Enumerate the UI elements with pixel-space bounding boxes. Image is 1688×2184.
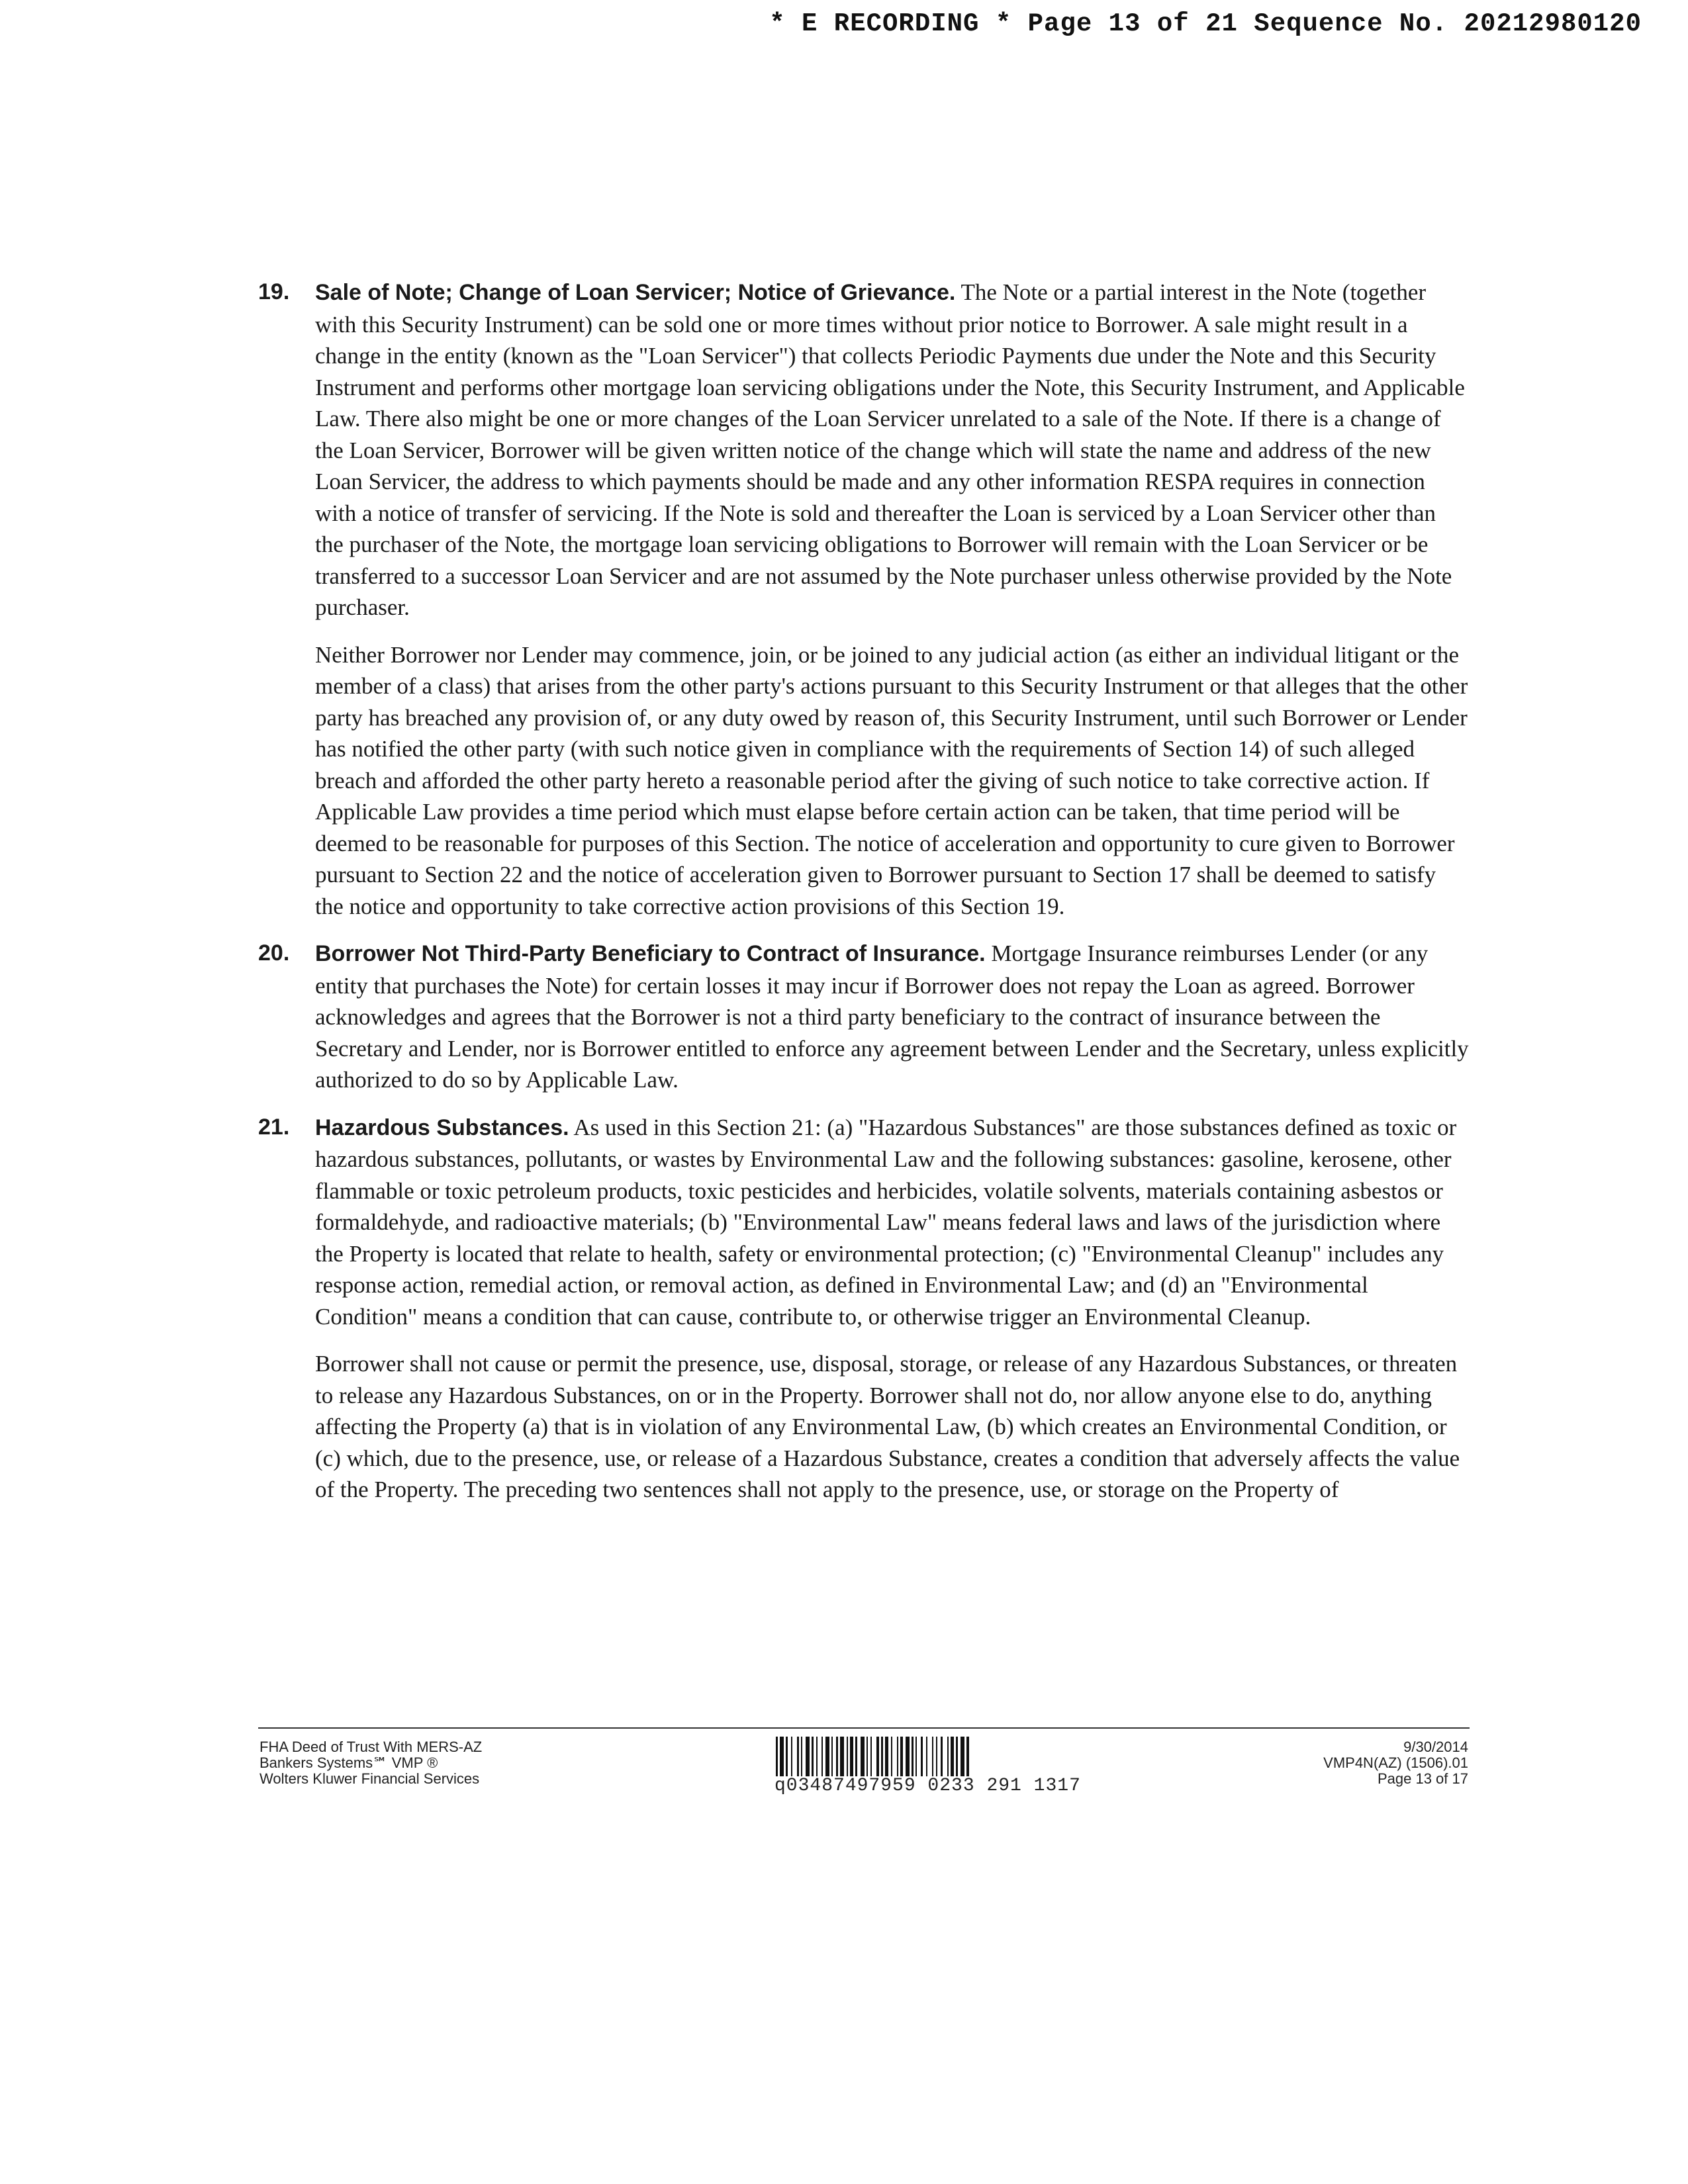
section-paragraph	[315, 277, 1470, 623]
section-heading: Sale of Note; Change of Loan Servicer; Notice of Grievance.	[315, 280, 956, 305]
footer-barcode	[774, 1737, 1231, 1796]
section-heading: Borrower Not Third-Party Beneficiary to Contract of Insurance.	[315, 941, 986, 966]
footer-divider	[258, 1727, 1470, 1729]
footer-form-info	[259, 1739, 482, 1787]
footer-page-number: Page 13 of 17	[1377, 1770, 1468, 1787]
footer-form-meta	[1323, 1739, 1468, 1787]
section-number: 19.	[258, 279, 290, 304]
section-number: 21.	[258, 1114, 290, 1140]
section-text: As used in this Section 21: (a) "Hazardous Substances" are those substances defined as toxic or hazardous substances, pollutants, or wastes by Environmental Law and the following substances: gasoline, kerosene, other flammable or toxic petroleum products, toxic pesticides and herbicides, volatile solvents, materials containing asbestos or formaldehyde, and radioactive materials; (b) "Environmental Law" means federal laws and laws of the jurisdiction where the Property is located that relate to health, safety or environmental protection; (c) "Environmental Cleanup" includes any response action, remedial action, or removal action, as defined in Environmental Law; and (d) an "Environmental Condition" means a condition that can cause, contribute to, or otherwise trigger an Environmental Cleanup.	[315, 1114, 1457, 1330]
barcode-icon	[774, 1737, 1231, 1776]
section-19	[258, 277, 1470, 922]
section-paragraph	[315, 938, 1470, 1096]
section-paragraph-2: Borrower shall not cause or permit the presence, use, disposal, storage, or release of any Hazardous Substances, or threaten to release any Hazardous Substances, on or in the Property. Borrower shall not do, nor allow anyone else to do, anything affecting the Property (a) that is in violation of any Environmental Law, (b) which creates an Environmental Condition, or (c) which, due to the presence, use, or release of a Hazardous Substance, creates a condition that adversely affects the value of the Property. The preceding two sentences shall not apply to the presence, use, or storage on the Property of	[315, 1351, 1460, 1502]
section-text: The Note or a partial interest in the Note (together with this Security Instrument) can be sold one or more times without prior notice to Borrower. A sale might result in a change in the entity (known as the "Loan Servicer") that collects Periodic Payments due under the Note and this Security Instrument and performs other mortgage loan servicing obligations under the Note, this Security Instrument, and Applicable Law. There also might be one or more changes of the Loan Servicer unrelated to a sale of the Note. If there is a change of the Loan Servicer, Borrower will be given written notice of the change which will state the name and address of the new Loan Servicer, the address to which payments should be made and any other information RESPA requires in connection with a notice of transfer of servicing. If the Note is sold and thereafter the Loan is serviced by a Loan Servicer other than the purchaser of the Note, the mortgage loan servicing obligations to Borrower will remain with the Loan Servicer or be transferred to a successor Loan Servicer and are not assumed by the Note purchaser unless otherwise provided by the Note purchaser.	[315, 279, 1465, 620]
footer-publisher: Bankers Systems℠ VMP ®	[259, 1754, 438, 1771]
section-number: 20.	[258, 940, 290, 966]
section-paragraph	[315, 1112, 1470, 1333]
footer-company: Wolters Kluwer Financial Services	[259, 1770, 480, 1787]
section-text: Mortgage Insurance reimburses Lender (or any entity that purchases the Note) for certain losses it may incur if Borrower does not repay the Loan as agreed. Borrower acknowledges and agrees that the Borrower is not a third party beneficiary to the contract of insurance between the Secretary and Lender, nor is Borrower entitled to enforce any agreement between Lender and the Secretary, unless explicitly authorized to do so by Applicable Law.	[315, 940, 1469, 1093]
recording-header: * E RECORDING * Page 13 of 21 Sequence No. 20212980120	[769, 9, 1642, 38]
barcode-number: q03487497959 0233 291 1317	[774, 1776, 1081, 1796]
section-heading: Hazardous Substances.	[315, 1115, 569, 1140]
section-20	[258, 938, 1470, 1096]
document-body	[258, 277, 1470, 1522]
footer-form-title: FHA Deed of Trust With MERS-AZ	[259, 1739, 483, 1755]
section-21	[258, 1112, 1470, 1506]
footer-date: 9/30/2014	[1403, 1739, 1468, 1755]
section-paragraph-2: Neither Borrower nor Lender may commence, join, or be joined to any judicial action (as either an individual litigant or the member of a class) that arises from the other party's actions pursuant to this Security Instrument or that alleges that the other party has breached any provision of, or any duty owed by reason of, this Security Instrument, until such Borrower or Lender has notified the other party (with such notice given in compliance with the requirements of Section 14) of such alleged breach and afforded the other party hereto a reasonable period after the giving of such notice to take corrective action. If Applicable Law provides a time period which must elapse before certain action can be taken, that time period will be deemed to be reasonable for purposes of this Section. The notice of acceleration and opportunity to cure given to Borrower pursuant to Section 22 and the notice of acceleration given to Borrower pursuant to Section 17 shall be deemed to satisfy the notice and opportunity to take corrective action provisions of this Section 19.	[315, 641, 1468, 919]
footer-form-code: VMP4N(AZ) (1506).01	[1323, 1754, 1468, 1771]
